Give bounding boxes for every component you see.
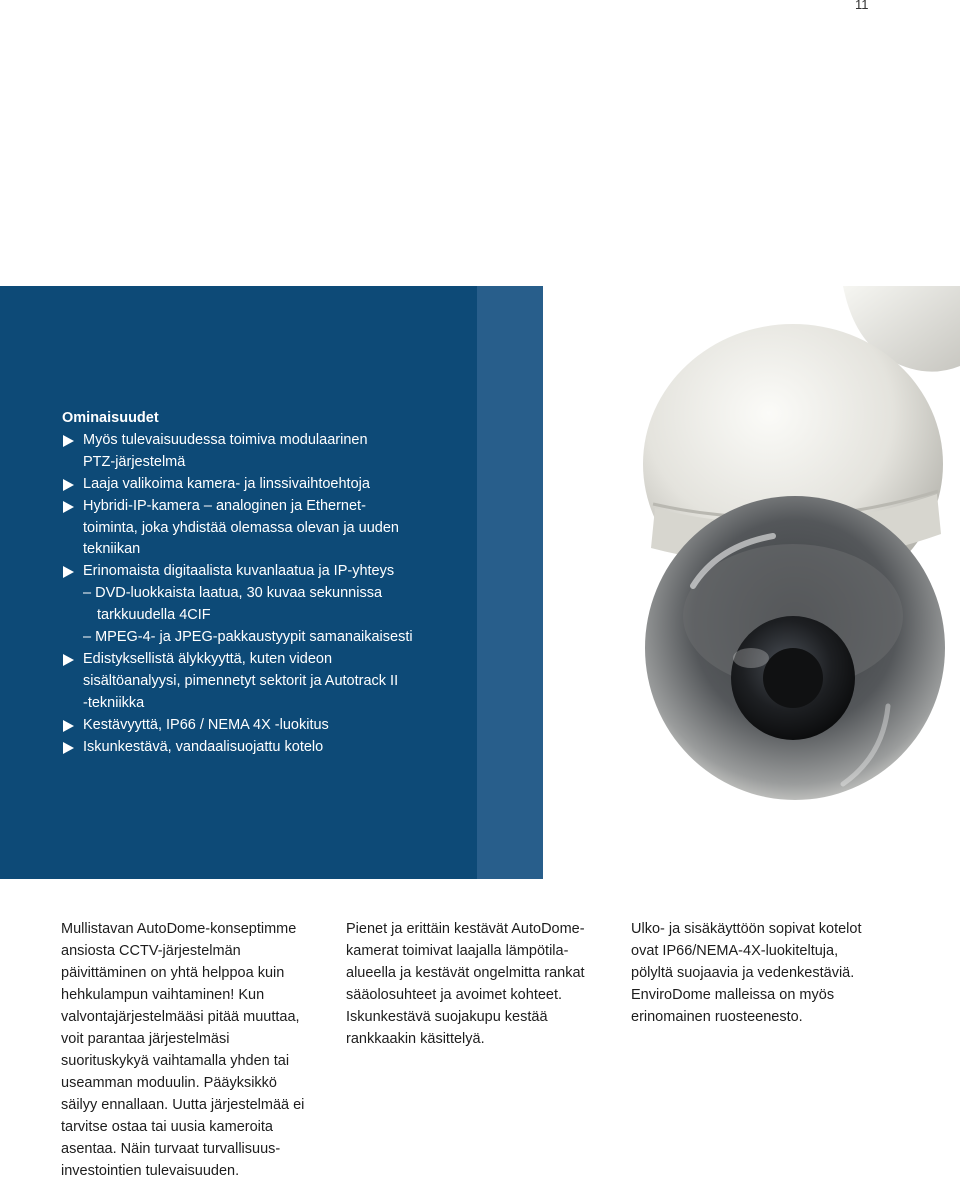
page-number: 11 (855, 0, 869, 12)
feature-item: Myös tulevaisuudessa toimiva modulaarinen PTZ-järjestelmä (62, 430, 472, 474)
features-section (62, 408, 472, 759)
body-column-3: Ulko- ja sisäkäyttöön sopivat kotelot ovat IP66/NEMA-4X-luokiteltuja, pölyltä suojaavia ja vedenkestäviä. EnviroDome malleissa on myös erinomainen ruosteenesto. (631, 921, 862, 1025)
feature-item: Kestävyyttä, IP66 / NEMA 4X -luokitus (62, 715, 472, 737)
feature-item: Erinomaista digitaalista kuvanlaatua ja IP-yhteys (62, 561, 472, 583)
feature-subitem: – DVD-luokkaista laatua, 30 kuvaa sekunnissa tarkkuudella 4CIF (83, 585, 383, 624)
body-column-2: Pienet ja erittäin kestävät AutoDome- kamerat toimivat laajalla lämpötila- alueella ja kestävät ongelmitta rankat sääolosuhteet ja avoimet kohteet. Iskunkestävä suojakupu kestää rankkaakin käsittelyä. (346, 921, 585, 1047)
feature-subitem: – MPEG-4- ja JPEG-pakkaustyypit samanaikaisesti (83, 629, 413, 646)
dome-camera-illustration (543, 286, 960, 879)
feature-item: Iskunkestävä, vandaalisuojattu kotelo (62, 737, 472, 759)
dome-camera-photo (543, 286, 960, 879)
feature-item: Laaja valikoima kamera- ja linssivaihtoehtoja (62, 474, 472, 496)
accent-strip (477, 286, 543, 879)
feature-item: Hybridi-IP-kamera – analoginen ja Ethernet- toiminta, joka yhdistää olemassa olevan ja uuden tekniikan (62, 496, 472, 562)
features-list (62, 430, 472, 759)
body-column-1: Mullistavan AutoDome-konseptimme ansiosta CCTV-järjestelmän päivittäminen on yhtä helppoa kuin hehkulampun vaihtaminen! Kun valvontajärjestelmääsi pitää muuttaa, voit parantaa järjestelmäsi suorituskykyä vaihtamalla yhden tai useamman moduulin. Pääyksikkö säilyy ennallaan. Uutta järjestelmää ei tarvitse ostaa tai uusia kameroita asentaa. Näin turvaat turvallisuus- investointien tulevaisuuden. (61, 921, 305, 1179)
features-title: Ominaisuudet (62, 410, 159, 426)
feature-item: Edistyksellistä älykkyyttä, kuten videon sisältöanalyysi, pimennetyt sektorit ja Autotrack II -tekniikka (62, 649, 472, 715)
